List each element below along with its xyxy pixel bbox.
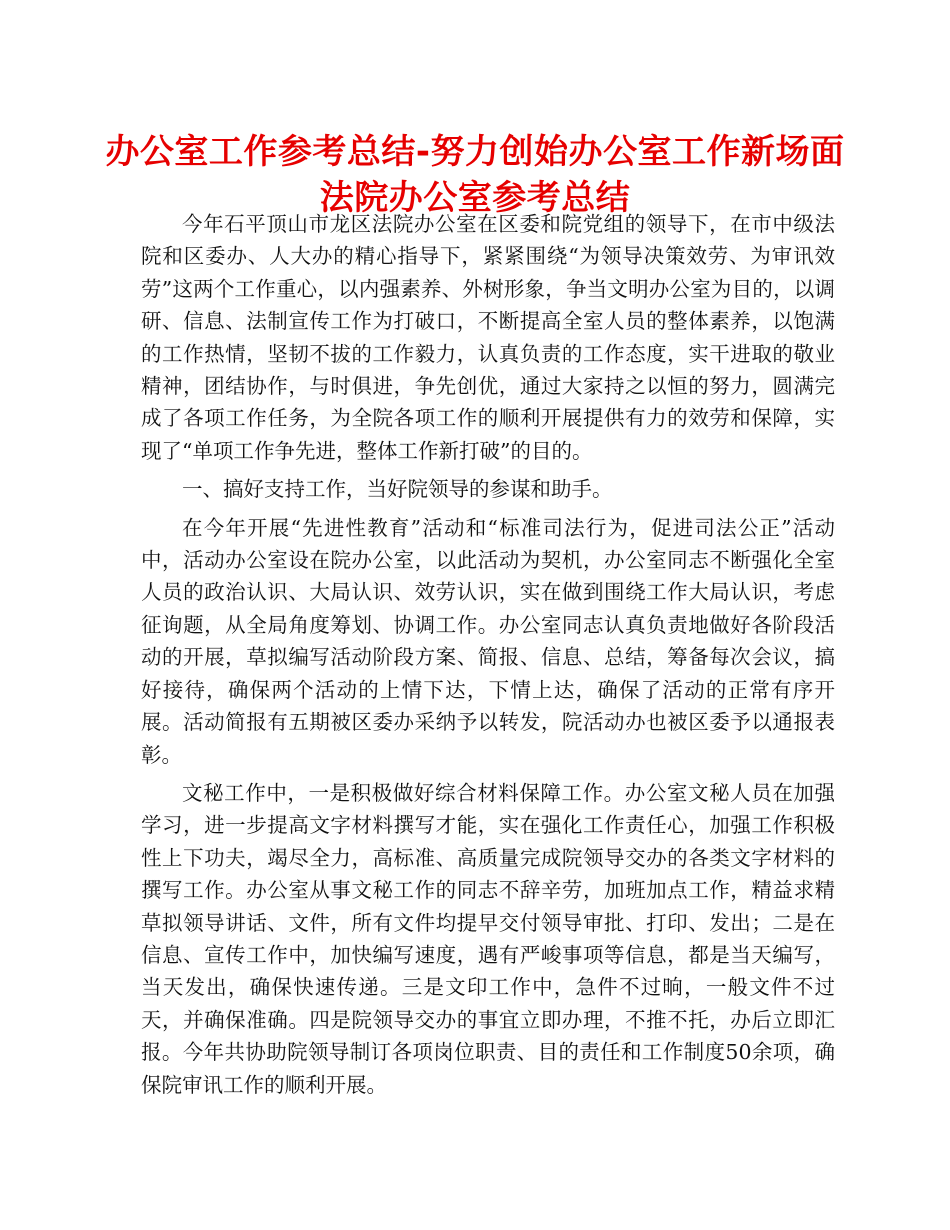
body-paragraph: 今年石平顶山市龙区法院办公室在区委和院党组的领导下，在市中级法院和区委办、人大办的精心指导下，紧紧围绕“为领导决策效劳、为审讯效劳”这两个工作重心，以内强素养、外树形象，争当文明办公室为目的，以调研、信息、法制宣传工作为打破口，不断提高全室人员的整体素养，以饱满的工作热情，坚韧不拔的工作毅力，认真负责的工作态度，实干进取的敬业精神，团结协作，与时俱进，争先创优，通过大家持之以恒的努力，圆满完成了各项工作任务，为全院各项工作的顺利开展提供有力的效劳和保障，实现了“单项工作争先进，整体工作新打破”的目的。 bbox=[141, 212, 835, 463]
body-paragraph: 在今年开展“先进性教育”活动和“标准司法行为，促进司法公正”活动中，活动办公室设在院办公室，以此活动为契机，办公室同志不断强化全室人员的政治认识、大局认识、效劳认识，实在做到围绕工作大局认识，考虑征询题，从全局角度筹划、协调工作。办公室同志认真负责地做好各阶段活动的开展，草拟编写活动阶段方案、简报、信息、总结，筹备每次会议，搞好接待，确保两个活动的上情下达，下情上达，确保了活动的正常有序开展。活动简报有五期被区委办采纳予以转发，院活动办也被区委予以通报表彰。 bbox=[141, 515, 835, 767]
document-title-line-1: 办公室工作参考总结-努力创始办公室工作新场面 bbox=[105, 132, 845, 172]
document-body bbox=[141, 208, 835, 1101]
document-title-line-2: 法院办公室参考总结 bbox=[319, 178, 631, 218]
section-heading: 一、搞好支持工作，当好院领导的参谋和助手。 bbox=[182, 477, 613, 502]
body-paragraph: 文秘工作中，一是积极做好综合材料保障工作。办公室文秘人员在加强学习，进一步提高文字材料撰写才能，实在强化工作责任心，加强工作积极性上下功夫，竭尽全力，高标准、高质量完成院领导交办的各类文字材料的撰写工作。办公室从事文秘工作的同志不辞辛劳，加班加点工作，精益求精草拟领导讲话、文件，所有文件均提早交付领导审批、打印、发出；二是在信息、宣传工作中，加快编写速度，遇有严峻事项等信息，都是当天编写，当天发出，确保快速传递。三是文印工作中，急件不过晌，一般文件不过天，并确保准确。四是院领导交办的事宜立即办理，不推不托，办后立即汇报。今年共协助院领导制订各项岗位职责、目的责任和工作制度50余项，确保院审讯工作的顺利开展。 bbox=[141, 780, 835, 1097]
